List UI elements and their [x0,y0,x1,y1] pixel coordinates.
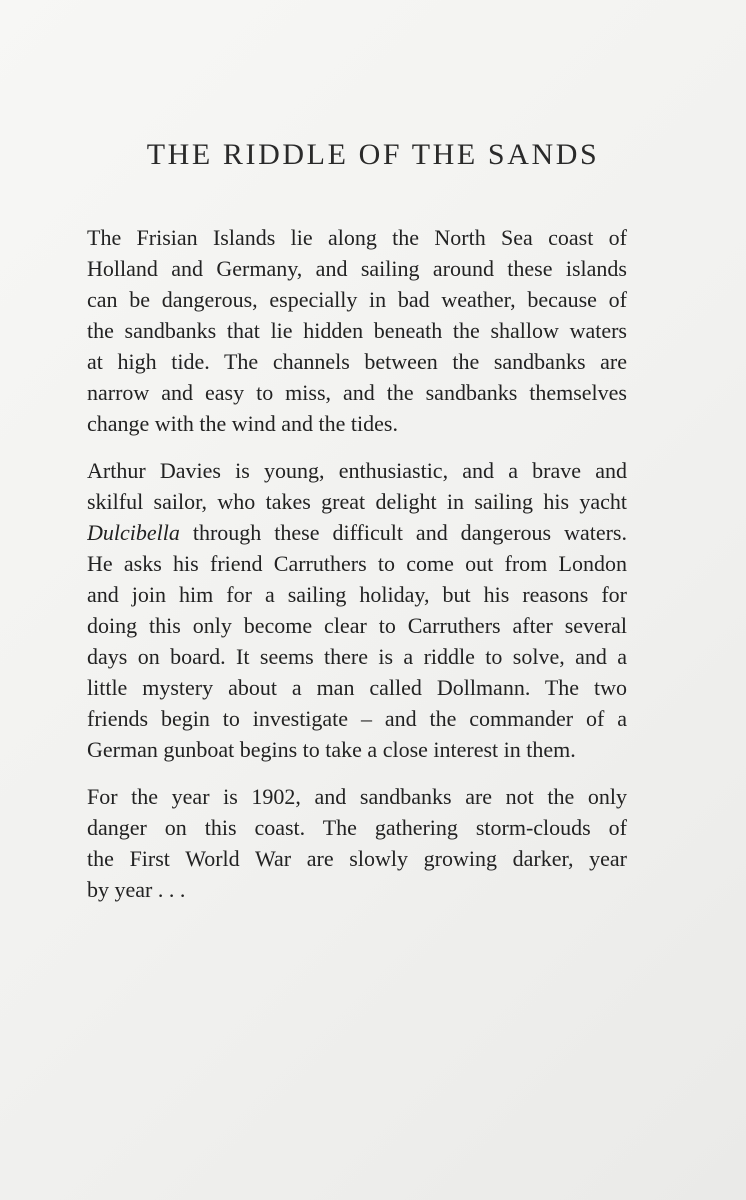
blurb-text [87,222,627,921]
text-line: days on board. It seems there is a riddle to solve, and a [87,644,627,669]
text-line: by year . . . [87,877,186,902]
text-line: For the year is 1902, and sandbanks are not the only [87,784,627,809]
text-line: and join him for a sailing holiday, but his reasons for [87,582,627,607]
text-line: skilful sailor, who takes great delight in sailing his yacht [87,489,627,514]
text-line: doing this only become clear to Carruthers after several [87,613,627,638]
paragraph-2 [87,455,627,765]
paragraph-3 [87,781,627,905]
text-line: change with the wind and the tides. [87,411,398,436]
text-line: The Frisian Islands lie along the North Sea coast of [87,225,627,250]
text-line: friends begin to investigate – and the commander of a [87,706,627,731]
yacht-name: Dulcibella [87,520,180,545]
text-line: can be dangerous, especially in bad weather, because of [87,287,627,312]
text-line: He asks his friend Carruthers to come out from London [87,551,627,576]
text-line: little mystery about a man called Dollmann. The two [87,675,627,700]
text-line: narrow and easy to miss, and the sandbanks themselves [87,380,627,405]
text-line: Holland and Germany, and sailing around these islands [87,256,627,281]
text-line-rest: through these difficult and dangerous waters. [192,520,627,545]
text-line: danger on this coast. The gathering storm-clouds of [87,815,627,840]
text-line: the First World War are slowly growing darker, year [87,846,627,871]
text-line: the sandbanks that lie hidden beneath the shallow waters [87,318,627,343]
text-line: German gunboat begins to take a close interest in them. [87,737,576,762]
paragraph-1 [87,222,627,439]
page-title: THE RIDDLE OF THE SANDS [146,138,600,171]
text-line: at high tide. The channels between the sandbanks are [87,349,627,374]
text-line-with-italic [87,517,627,548]
text-line: Arthur Davies is young, enthusiastic, and a brave and [87,458,627,483]
